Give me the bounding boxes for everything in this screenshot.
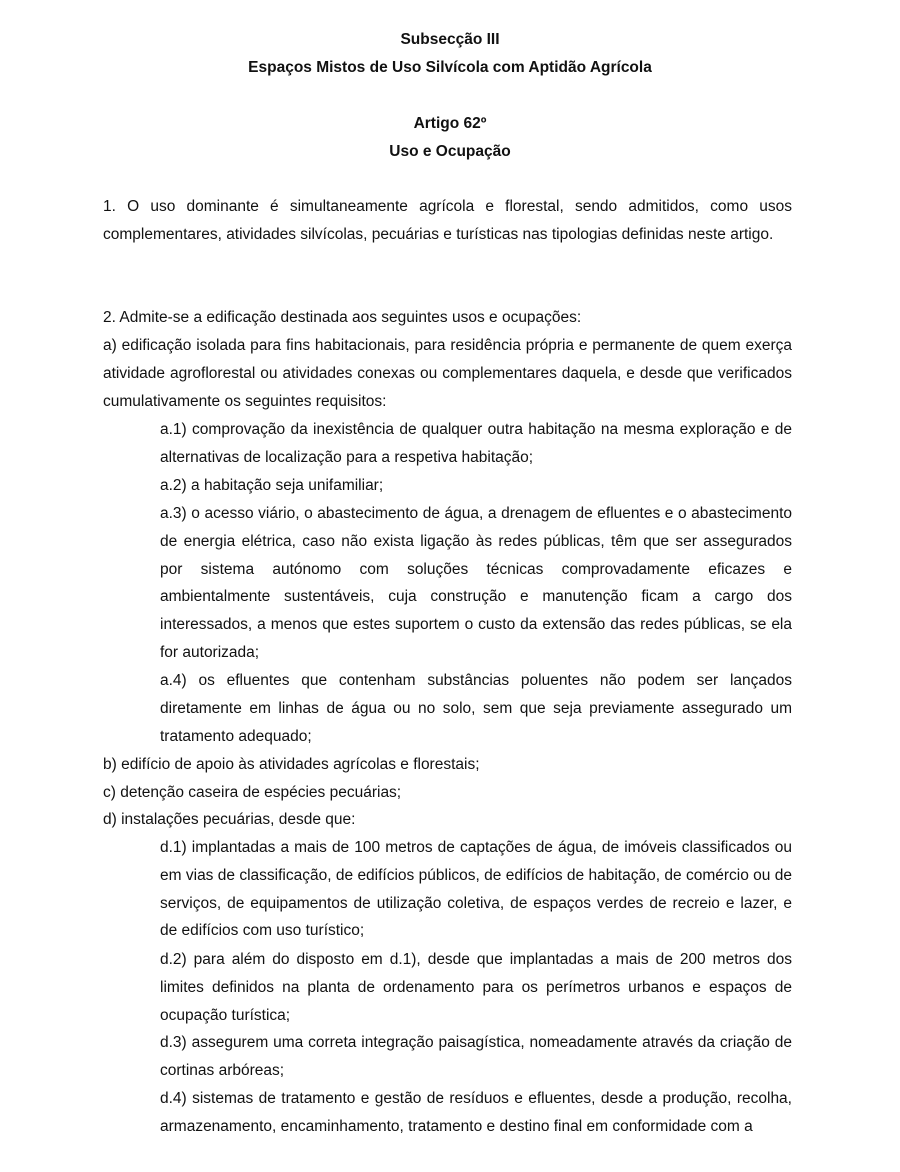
item-a: a) edificação isolada para fins habitacionais, para residência própria e permanente de quem exerça atividade agroflorestal ou atividades conexas ou complementares daquela, e desde que verificados cumulativamente os seguintes requisitos: — [103, 337, 792, 410]
item-c: c) detenção caseira de espécies pecuárias; — [103, 784, 402, 801]
item-d4: d.4) sistemas de tratamento e gestão de resíduos e efluentes, desde a produção, recolha, armazenamento, encaminhamento, tratamento e destino final em conformidade com a — [160, 1090, 792, 1135]
item-a3: a.3) o acesso viário, o abastecimento de água, a drenagem de efluentes e o abastecimento de energia elétrica, caso não exista ligação às redes públicas, têm que ser assegurados por sistema autónomo com soluções técnicas comprovadamente eficazes e ambientalmente sustentáveis, cuja construção e manutenção ficam a cargo dos interessados, a menos que estes suportem o custo da extensão das redes públicas, se ela for autorizada; — [160, 505, 792, 661]
paragraph-2-intro: 2. Admite-se a edificação destinada aos seguintes usos e ocupações: — [103, 309, 582, 326]
article-heading: Artigo 62º — [413, 115, 487, 132]
item-d: d) instalações pecuárias, desde que: — [103, 811, 356, 828]
article-title: Uso e Ocupação — [389, 143, 511, 160]
subsection-title: Espaços Mistos de Uso Silvícola com Aptidão Agrícola — [248, 59, 652, 76]
paragraph-1: 1. O uso dominante é simultaneamente agrícola e florestal, sendo admitidos, como usos complementares, atividades silvícolas, pecuárias e turísticas nas tipologias definidas neste artigo. — [103, 198, 792, 243]
subsection-heading: Subsecção III — [400, 31, 500, 48]
item-d3: d.3) assegurem uma correta integração paisagística, nomeadamente através da criação de cortinas arbóreas; — [160, 1034, 792, 1079]
item-b: b) edifício de apoio às atividades agrícolas e florestais; — [103, 756, 480, 773]
item-a4: a.4) os efluentes que contenham substâncias poluentes não podem ser lançados diretamente em linhas de água ou no solo, sem que seja previamente assegurado um tratamento adequado; — [160, 672, 792, 745]
item-d2: d.2) para além do disposto em d.1), desde que implantadas a mais de 200 metros dos limites definidos na planta de ordenamento para os perímetros urbanos e espaços de ocupação turística; — [160, 951, 792, 1024]
item-d1: d.1) implantadas a mais de 100 metros de captações de água, de imóveis classificados ou em vias de classificação, de edifícios públicos, de edifícios de habitação, de comércio ou de serviços, de equipamentos de utilização coletiva, de espaços verdes de recreio e lazer, e de edifícios com uso turístico; — [160, 839, 792, 940]
item-a2: a.2) a habitação seja unifamiliar; — [160, 477, 384, 494]
item-a1: a.1) comprovação da inexistência de qualquer outra habitação na mesma exploração e de alternativas de localização para a respetiva habitação; — [160, 421, 792, 466]
